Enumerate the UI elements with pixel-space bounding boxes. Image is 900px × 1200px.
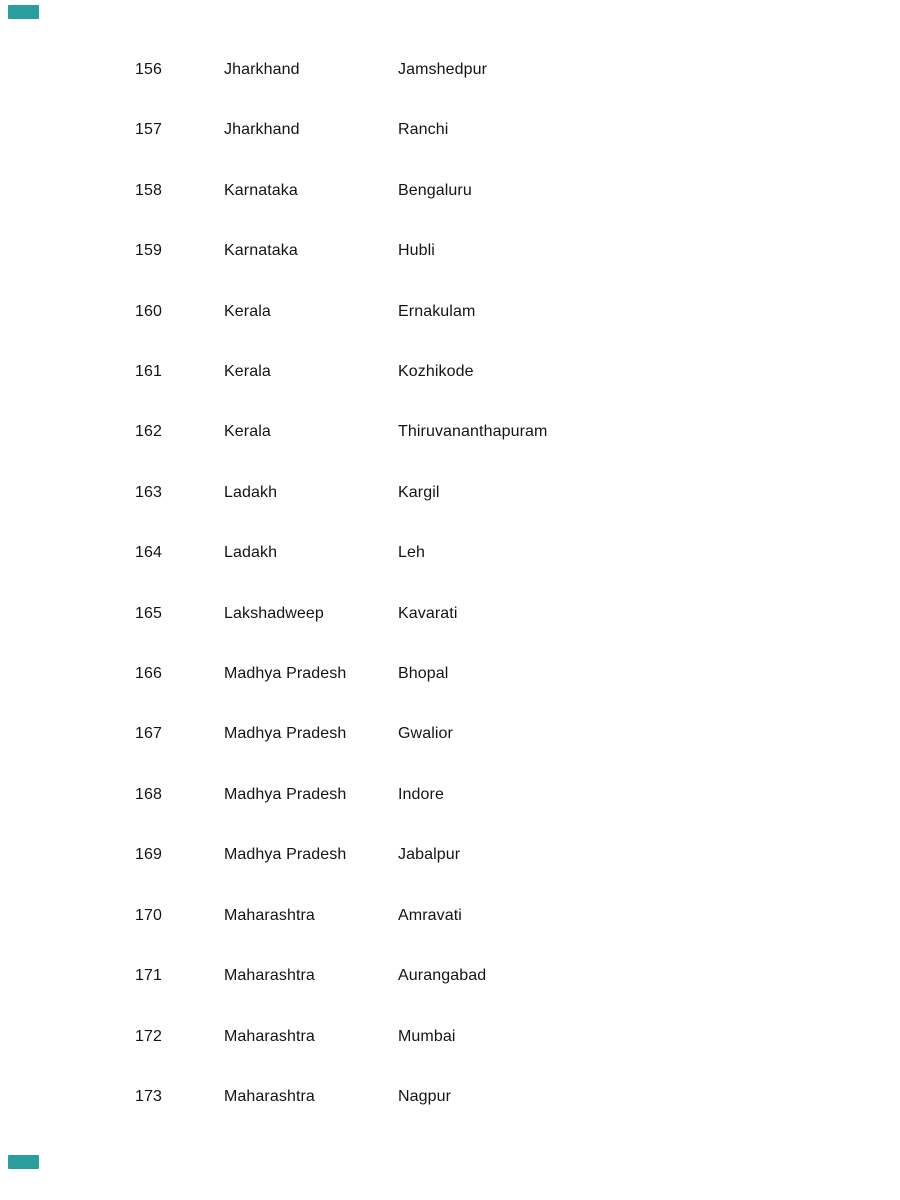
city-cell: Hubli (398, 242, 435, 260)
serial-number-cell: 162 (135, 423, 162, 441)
state-cell: Madhya Pradesh (224, 665, 347, 683)
state-cell: Jharkhand (224, 121, 300, 139)
state-cell: Maharashtra (224, 906, 315, 924)
serial-number-cell: 167 (135, 725, 162, 743)
city-cell: Ranchi (398, 121, 449, 139)
state-cell: Madhya Pradesh (224, 785, 347, 803)
city-cell: Kargil (398, 483, 440, 501)
state-cell: Maharashtra (224, 1087, 315, 1105)
city-cell: Bengaluru (398, 181, 472, 199)
city-cell: Kavarati (398, 604, 458, 622)
city-cell: Nagpur (398, 1087, 452, 1105)
table-row (0, 182, 900, 242)
serial-number-cell: 158 (135, 181, 162, 199)
table-row (0, 303, 900, 363)
state-cell: Jharkhand (224, 61, 300, 78)
serial-number-cell: 168 (135, 785, 162, 803)
serial-number-cell: 171 (135, 967, 162, 985)
state-cell: Karnataka (224, 242, 298, 260)
serial-number-cell: 156 (135, 61, 162, 78)
table-row (0, 786, 900, 846)
serial-number-cell: 164 (135, 544, 162, 562)
state-cell: Kerala (224, 363, 271, 381)
page-corner-mark-bottom (8, 1155, 39, 1169)
serial-number-cell: 173 (135, 1087, 162, 1105)
state-cell: Maharashtra (224, 967, 315, 985)
city-cell: Jabalpur (398, 846, 461, 864)
state-cell: Maharashtra (224, 1027, 315, 1045)
city-cell: Aurangabad (398, 967, 487, 985)
serial-number-cell: 157 (135, 121, 162, 139)
city-cell: Gwalior (398, 725, 453, 743)
table-row (0, 423, 900, 483)
table-row (0, 1028, 900, 1088)
city-cell: Amravati (398, 906, 462, 924)
table-row (0, 484, 900, 544)
city-cell: Jamshedpur (398, 61, 488, 78)
table-row (0, 242, 900, 302)
serial-number-cell: 159 (135, 242, 162, 260)
city-cell: Bhopal (398, 665, 449, 683)
city-cell: Kozhikode (398, 363, 474, 381)
state-cell: Ladakh (224, 544, 278, 562)
table-row (0, 1088, 900, 1148)
table-row (0, 725, 900, 785)
state-cell: Madhya Pradesh (224, 846, 347, 864)
state-cell: Karnataka (224, 181, 298, 199)
city-cell: Indore (398, 785, 444, 803)
state-city-list (0, 61, 900, 1148)
table-row (0, 665, 900, 725)
serial-number-cell: 172 (135, 1027, 162, 1045)
state-cell: Madhya Pradesh (224, 725, 347, 743)
serial-number-cell: 165 (135, 604, 162, 622)
city-cell: Mumbai (398, 1027, 456, 1045)
table-row (0, 967, 900, 1027)
serial-number-cell: 169 (135, 846, 162, 864)
serial-number-cell: 160 (135, 302, 162, 320)
table-row (0, 61, 900, 121)
city-cell: Ernakulam (398, 302, 476, 320)
table-row (0, 846, 900, 906)
serial-number-cell: 163 (135, 483, 162, 501)
serial-number-cell: 170 (135, 906, 162, 924)
table-row (0, 605, 900, 665)
state-cell: Ladakh (224, 483, 278, 501)
serial-number-cell: 161 (135, 363, 162, 381)
table-row (0, 121, 900, 181)
state-cell: Kerala (224, 423, 271, 441)
serial-number-cell: 166 (135, 665, 162, 683)
page-corner-mark-top (8, 5, 39, 19)
city-cell: Thiruvananthapuram (398, 423, 548, 441)
state-cell: Kerala (224, 302, 271, 320)
table-row (0, 907, 900, 967)
table-row (0, 544, 900, 604)
table-row (0, 363, 900, 423)
state-cell: Lakshadweep (224, 604, 324, 622)
city-cell: Leh (398, 544, 425, 562)
